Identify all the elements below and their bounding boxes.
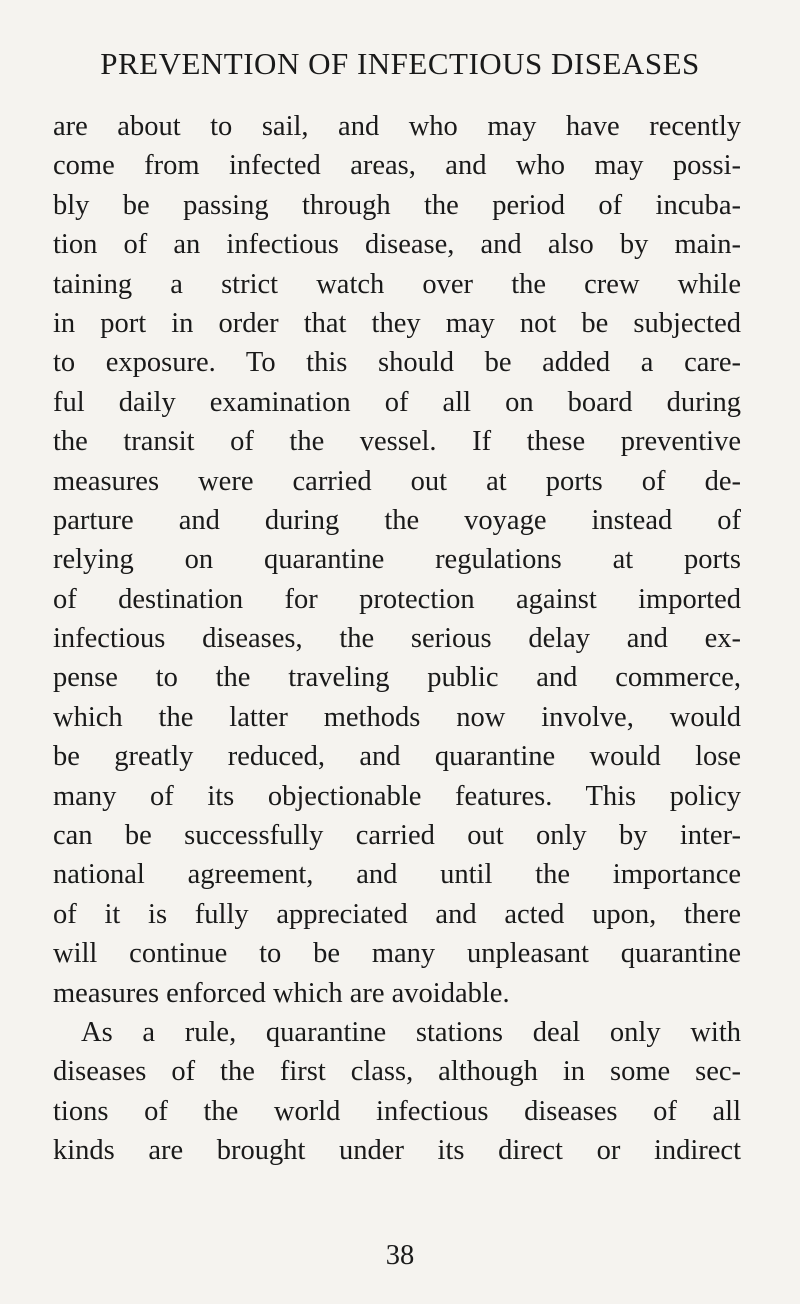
running-head: PREVENTION OF INFECTIOUS DISEASES <box>100 46 700 81</box>
text-line: bly be passing through the period of incuba- <box>53 189 741 221</box>
text-line: the transit of the vessel. If these preventive <box>53 426 741 458</box>
text-line: in port in order that they may not be subjected <box>53 307 741 339</box>
paragraph-start-line: As a rule, quarantine stations deal only with <box>81 1016 741 1048</box>
paragraph-end-line: measures enforced which are avoidable. <box>53 977 510 1009</box>
text-line: infectious diseases, the serious delay and ex- <box>53 623 741 655</box>
text-line: will continue to be many unpleasant quarantine <box>53 938 741 970</box>
page-number: 38 <box>385 1240 415 1271</box>
text-line: taining a strict watch over the crew while <box>53 268 741 300</box>
text-line: be greatly reduced, and quarantine would lose <box>53 741 741 773</box>
text-line: to exposure. To this should be added a care- <box>53 347 741 379</box>
text-line: which the latter methods now involve, would <box>53 701 741 733</box>
text-line: many of its objectionable features. This policy <box>53 780 741 812</box>
text-line: of it is fully appreciated and acted upon, there <box>53 898 741 930</box>
text-line: of destination for protection against imported <box>53 583 741 615</box>
body-text <box>53 107 741 1171</box>
text-line: can be successfully carried out only by inter- <box>53 820 741 852</box>
text-line: tions of the world infectious diseases of all <box>53 1095 741 1127</box>
text-line: ful daily examination of all on board during <box>53 386 741 418</box>
text-line: measures were carried out at ports of de- <box>53 465 741 497</box>
text-line: pense to the traveling public and commerce, <box>53 662 741 694</box>
text-line: kinds are brought under its direct or indirect <box>53 1135 741 1167</box>
text-line: relying on quarantine regulations at ports <box>53 544 741 576</box>
text-line: parture and during the voyage instead of <box>53 504 741 536</box>
text-line: are about to sail, and who may have recently <box>53 111 741 142</box>
text-line: come from infected areas, and who may possi- <box>53 150 741 182</box>
text-line: national agreement, and until the importance <box>53 859 741 891</box>
text-line: tion of an infectious disease, and also by main- <box>53 229 741 261</box>
text-line: diseases of the first class, although in some sec- <box>53 1056 741 1088</box>
